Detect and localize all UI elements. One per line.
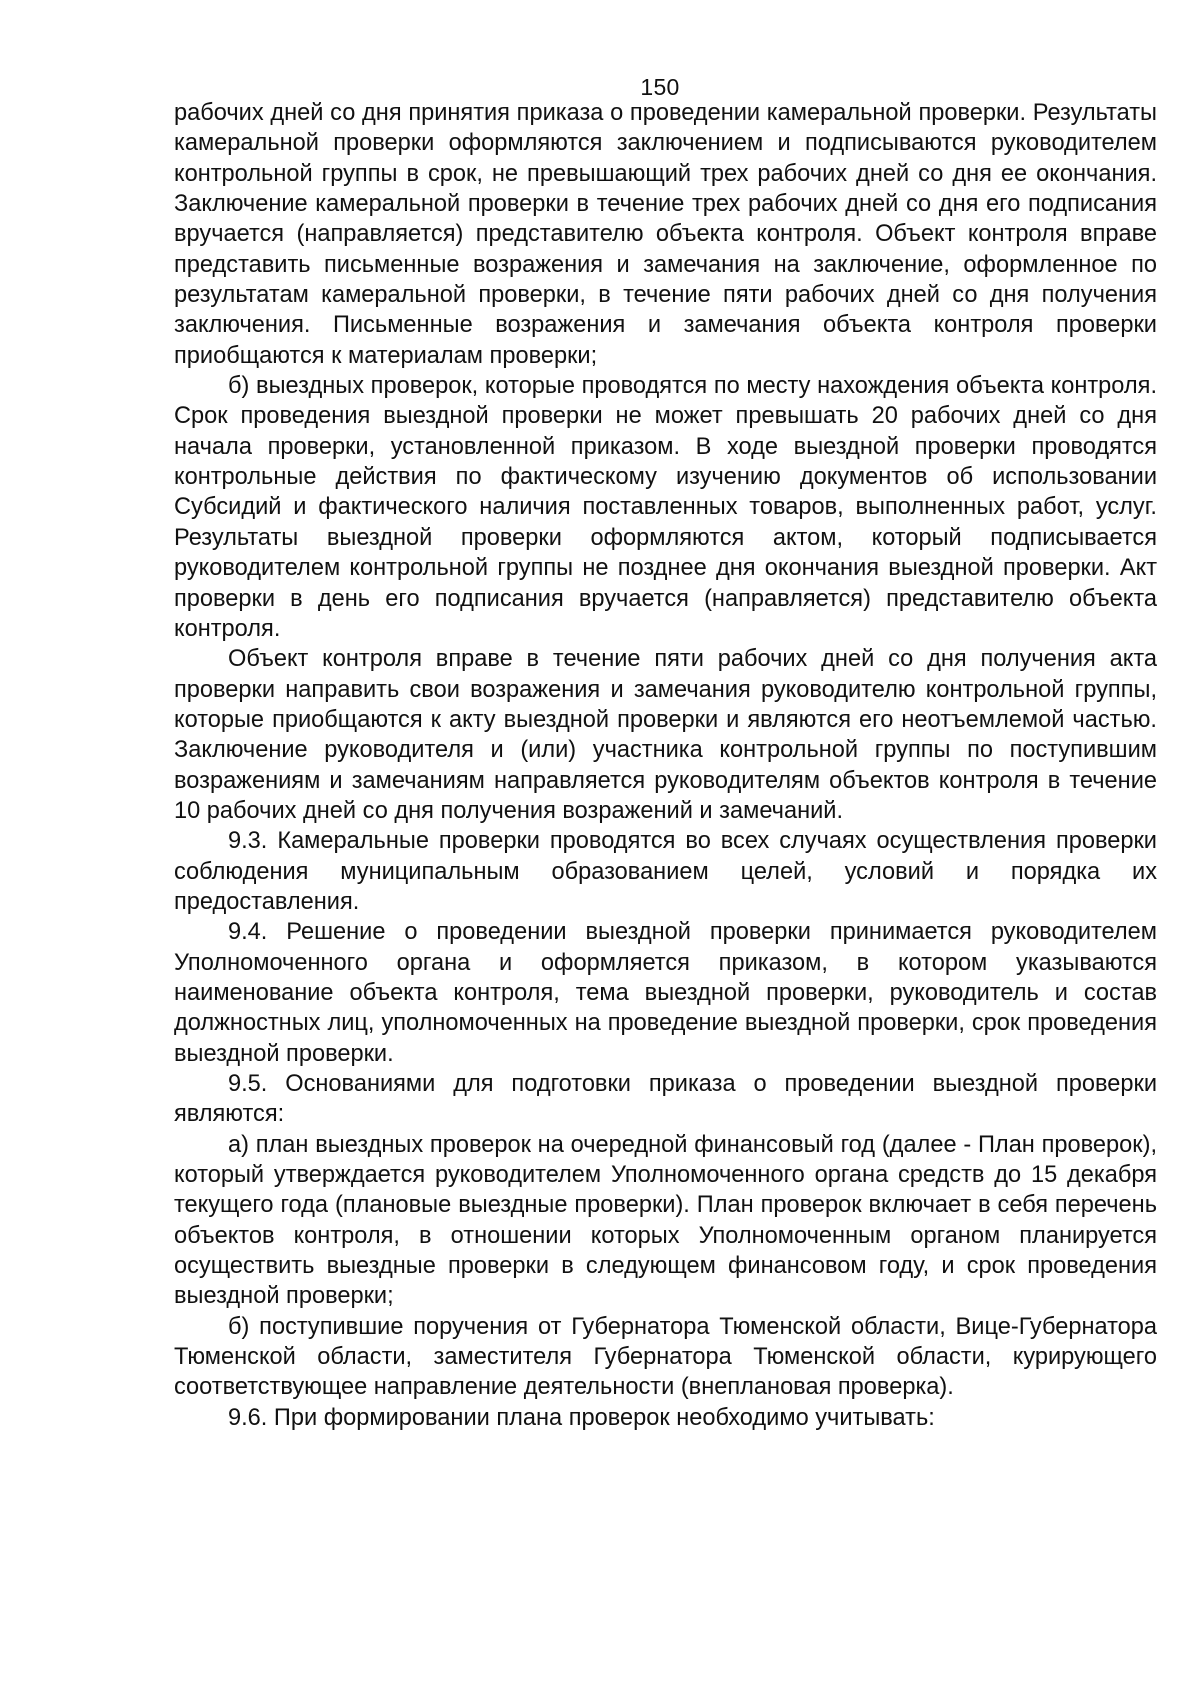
paragraph-b-orders: б) поступившие поручения от Губернатора Тюменской области, Вице-Губернатора Тюменской области, заместителя Губернатора Тюменской области, курирующего соответствующее направление деятельности (внеплановая проверка). [174,1313,1157,1401]
page-number: 150 [640,74,680,100]
paragraph-9-6: 9.6. При формировании плана проверок необходимо учитывать: [228,1404,935,1431]
paragraph-9-3: 9.3. Камеральные проверки проводятся во всех случаях осуществления проверки соблюдения муниципальным образованием целей, условий и порядка их предоставления. [174,828,1157,915]
paragraph-9-5: 9.5. Основаниями для подготовки приказа о проведении выездной проверки являются: [174,1071,1157,1128]
paragraph-9-4: 9.4. Решение о проведении выездной проверки принимается руководителем Уполномоченного органа и оформляется приказом, в котором указываются наименование объекта контроля, тема выездной проверки, руководитель и состав должностных лиц, уполномоченных на проведение выездной проверки, срок проведения выездной проверки. [174,919,1157,1067]
paragraph-continuation: рабочих дней со дня принятия приказа о проведении камеральной проверки. Результаты камеральной проверки оформляются заключением и подписываются руководителем контрольной группы в срок, не превышающий трех рабочих дней со дня ее окончания. Заключение камеральной проверки в течение трех рабочих дней со дня его подписания вручается (направляется) представителю объекта контроля. Объект контроля вправе представить письменные возражения и замечания на заключение, оформленное по результатам камеральной проверки, в течение пяти рабочих дней со дня получения заключения. Письменные возражения и замечания объекта контроля проверки приобщаются к материалам проверки; [174,100,1157,369]
paragraph-a-plan: а) план выездных проверок на очередной финансовый год (далее - План проверок), который утверждается руководителем Уполномоченного органа средств до 15 декабря текущего года (плановые выездные проверки). План проверок включает в себя перечень объектов контроля, в отношении которых Уполномоченным органом планируется осуществить выездные проверки в следующем финансовом году, и срок проведения выездной проверки; [174,1131,1157,1310]
paragraph-objections: Объект контроля вправе в течение пяти рабочих дней со дня получения акта проверки направить свои возражения и замечания руководителю контрольной группы, которые приобщаются к акту выездной проверки и являются его неотъемлемой частью. Заключение руководителя и (или) участника контрольной группы по поступившим возражениям и замечаниям направляется руководителям объектов контроля в течение 10 рабочих дней со дня получения возражений и замечаний. [174,646,1157,824]
paragraph-b-field-inspections: б) выездных проверок, которые проводятся по месту нахождения объекта контроля. Срок проведения выездной проверки не может превышать 20 рабочих дней со дня начала проверки, установленной приказом. В ходе выездной проверки проводятся контрольные действия по фактическому изучению документов об использовании Субсидий и фактического наличия поставленных товаров, выполненных работ, услуг. Результаты выездной проверки оформляются актом, который подписывается руководителем контрольной группы не позднее дня окончания выездной проверки. Акт проверки в день его подписания вручается (направляется) представителю объекта контроля. [174,373,1157,642]
document-body [174,98,1157,1433]
